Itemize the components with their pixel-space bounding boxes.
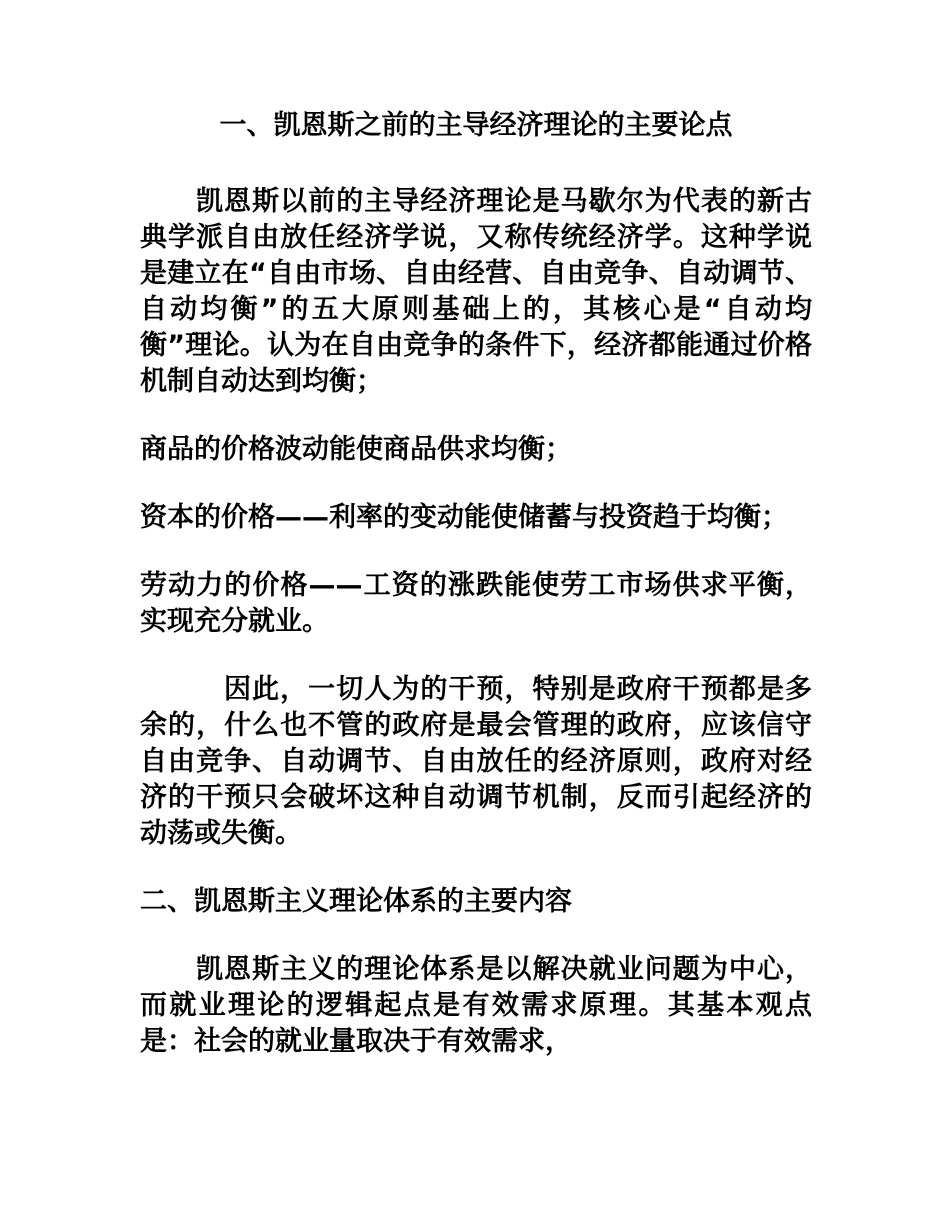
document-body bbox=[140, 108, 812, 1060]
paragraph-4: 劳动力的价格——工资的涨跌能使劳工市场供求平衡，实现充分就业。 bbox=[140, 570, 812, 637]
paragraph-3: 资本的价格——利率的变动能使储蓄与投资趋于均衡； bbox=[140, 502, 788, 533]
paragraph-5: 因此，一切人为的干预，特别是政府干预都是多余的，什么也不管的政府是最会管理的政府，应该信守自由竞争、自动调节、自由放任的经济原则，政府对经济的干预只会破坏这种自动调节机制，反而引起经济的动荡或失衡。 bbox=[140, 674, 812, 849]
section-heading-2: 二、凯恩斯主义理论体系的主要内容 bbox=[140, 886, 572, 917]
section-heading-1: 一、凯恩斯之前的主导经济理论的主要论点 bbox=[219, 110, 733, 141]
paragraph-1: 凯恩斯以前的主导经济理论是马歇尔为代表的新古典学派自由放任经济学说，又称传统经济学。这种学说是建立在“自由市场、自由经营、自由竞争、自动调节、自动均衡”的五大原则基础上的，其核心是“自动均衡”理论。认为在自由竞争的条件下，经济都能通过价格机制自动达到均衡； bbox=[140, 186, 812, 397]
paragraph-6: 凯恩斯主义的理论体系是以解决就业问题为中心，而就业理论的逻辑起点是有效需求原理。其基本观点是：社会的就业量取决于有效需求， bbox=[140, 954, 812, 1057]
paragraph-2: 商品的价格波动能使商品供求均衡； bbox=[140, 434, 572, 465]
